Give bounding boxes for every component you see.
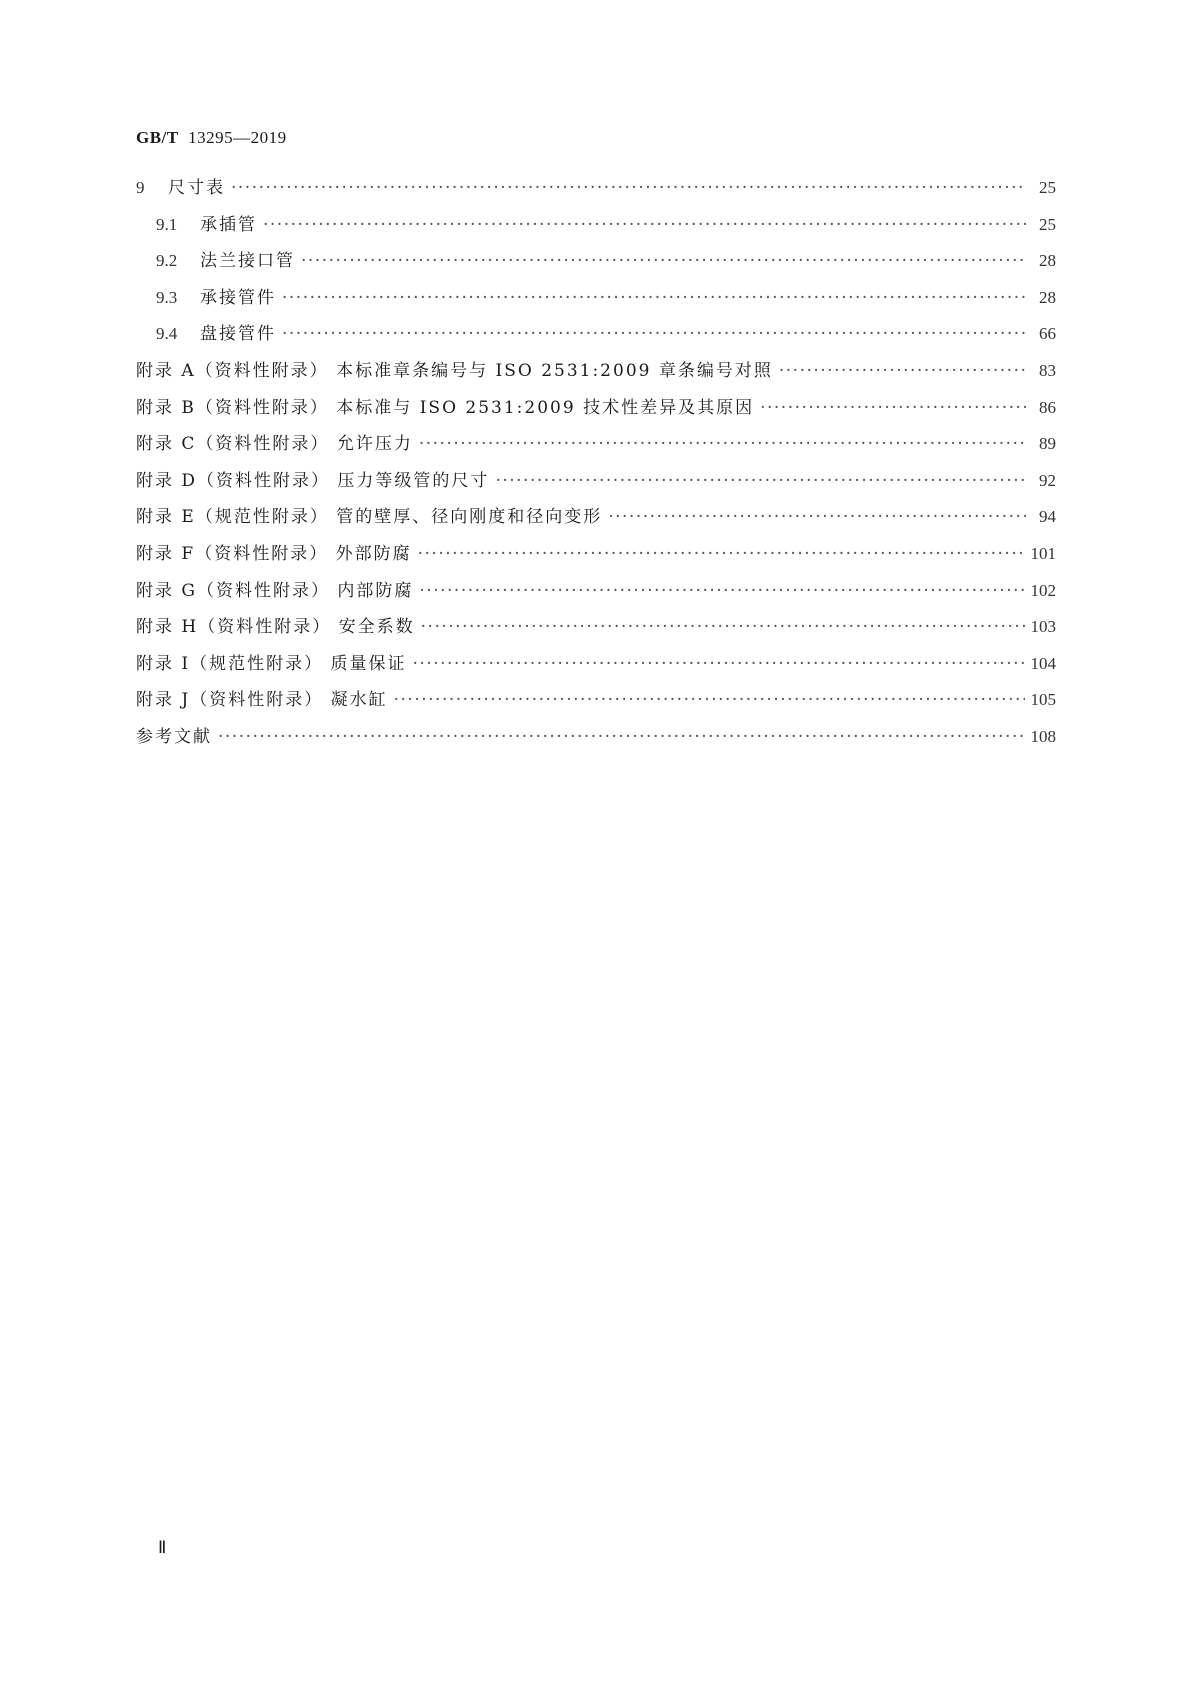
table-of-contents bbox=[136, 178, 1056, 764]
toc-leader-dots bbox=[301, 251, 1026, 271]
toc-entry-page: 92 bbox=[1039, 470, 1056, 490]
toc-leader-dots bbox=[263, 215, 1026, 235]
toc-leader-dots bbox=[419, 434, 1026, 454]
toc-entry[interactable] bbox=[136, 215, 1056, 252]
toc-entry-label: 尺寸表 bbox=[168, 178, 225, 198]
toc-entry[interactable] bbox=[136, 581, 1056, 618]
toc-entry-label: 附录 A（资料性附录） 本标准章条编号与 ISO 2531:2009 章条编号对照 bbox=[136, 360, 773, 381]
toc-entry-number: 9.4 bbox=[156, 324, 178, 344]
page-number: Ⅱ bbox=[158, 1538, 167, 1557]
toc-leader-dots bbox=[218, 727, 1025, 747]
toc-entry[interactable] bbox=[136, 434, 1056, 471]
toc-entry-page: 104 bbox=[1030, 653, 1056, 673]
toc-entry[interactable] bbox=[136, 178, 1056, 215]
toc-entry[interactable] bbox=[136, 288, 1056, 325]
toc-entry-number: 9.3 bbox=[156, 287, 178, 307]
toc-entry-page: 94 bbox=[1039, 507, 1056, 527]
toc-entry-label: 附录 G（资料性附录） 内部防腐 bbox=[136, 580, 414, 601]
toc-entry[interactable] bbox=[136, 727, 1056, 764]
toc-entry-label: 参考文献 bbox=[136, 726, 212, 747]
toc-entry-page: 66 bbox=[1039, 324, 1056, 344]
toc-entry-page: 103 bbox=[1030, 617, 1056, 637]
document-header bbox=[136, 128, 287, 148]
toc-entry[interactable] bbox=[136, 654, 1056, 691]
toc-entry[interactable] bbox=[136, 690, 1056, 727]
toc-entry-page: 25 bbox=[1039, 214, 1056, 234]
toc-entry-label: 附录 I（规范性附录） 质量保证 bbox=[136, 653, 407, 674]
toc-leader-dots bbox=[779, 361, 1026, 381]
toc-leader-dots bbox=[231, 178, 1026, 198]
toc-entry-page: 108 bbox=[1030, 726, 1056, 746]
toc-entry-number: 9.2 bbox=[156, 251, 178, 271]
toc-entry-number: 9 bbox=[136, 178, 145, 197]
toc-entry-page: 102 bbox=[1030, 580, 1056, 600]
toc-entry[interactable] bbox=[136, 471, 1056, 508]
toc-entry-label: 承接管件 bbox=[200, 287, 276, 308]
toc-leader-dots bbox=[394, 690, 1025, 710]
toc-entry-page: 83 bbox=[1039, 360, 1056, 380]
toc-leader-dots bbox=[418, 544, 1025, 564]
toc-entry-label: 附录 F（资料性附录） 外部防腐 bbox=[136, 543, 412, 564]
toc-leader-dots bbox=[760, 398, 1026, 418]
toc-entry-label: 附录 E（规范性附录） 管的壁厚、径向刚度和径向变形 bbox=[136, 507, 603, 528]
toc-entry-page: 28 bbox=[1039, 287, 1056, 307]
toc-entry-page: 101 bbox=[1030, 543, 1056, 563]
toc-entry-label: 附录 J（资料性附录） 凝水缸 bbox=[136, 690, 388, 711]
toc-entry[interactable] bbox=[136, 398, 1056, 435]
toc-entry-page: 28 bbox=[1039, 251, 1056, 271]
toc-entry[interactable] bbox=[136, 324, 1056, 361]
toc-entry[interactable] bbox=[136, 617, 1056, 654]
toc-entry[interactable] bbox=[136, 507, 1056, 544]
toc-entry-page: 105 bbox=[1030, 690, 1056, 710]
toc-entry[interactable] bbox=[136, 544, 1056, 581]
toc-leader-dots bbox=[608, 507, 1026, 527]
toc-entry[interactable] bbox=[136, 361, 1056, 398]
toc-entry[interactable] bbox=[136, 251, 1056, 288]
toc-entry-label: 承插管 bbox=[200, 214, 257, 235]
toc-entry-number: 9.1 bbox=[156, 214, 178, 234]
standard-prefix: GB/T bbox=[136, 128, 179, 147]
toc-leader-dots bbox=[419, 581, 1024, 601]
toc-entry-label: 附录 H（资料性附录） 安全系数 bbox=[136, 617, 415, 638]
toc-entry-page: 25 bbox=[1039, 178, 1056, 197]
toc-leader-dots bbox=[282, 288, 1026, 308]
toc-entry-label: 附录 C（资料性附录） 允许压力 bbox=[136, 434, 413, 455]
toc-entry-label: 附录 B（资料性附录） 本标准与 ISO 2531:2009 技术性差异及其原因 bbox=[136, 397, 755, 418]
toc-entry-page: 89 bbox=[1039, 434, 1056, 454]
toc-leader-dots bbox=[282, 324, 1026, 344]
toc-leader-dots bbox=[413, 654, 1025, 674]
standard-number: 13295—2019 bbox=[188, 128, 287, 147]
toc-entry-label: 法兰接口管 bbox=[200, 251, 295, 272]
toc-leader-dots bbox=[495, 471, 1026, 491]
toc-entry-label: 附录 D（资料性附录） 压力等级管的尺寸 bbox=[136, 470, 490, 491]
toc-entry-label: 盘接管件 bbox=[200, 324, 276, 345]
toc-entry-page: 86 bbox=[1039, 397, 1056, 417]
toc-leader-dots bbox=[421, 617, 1025, 637]
